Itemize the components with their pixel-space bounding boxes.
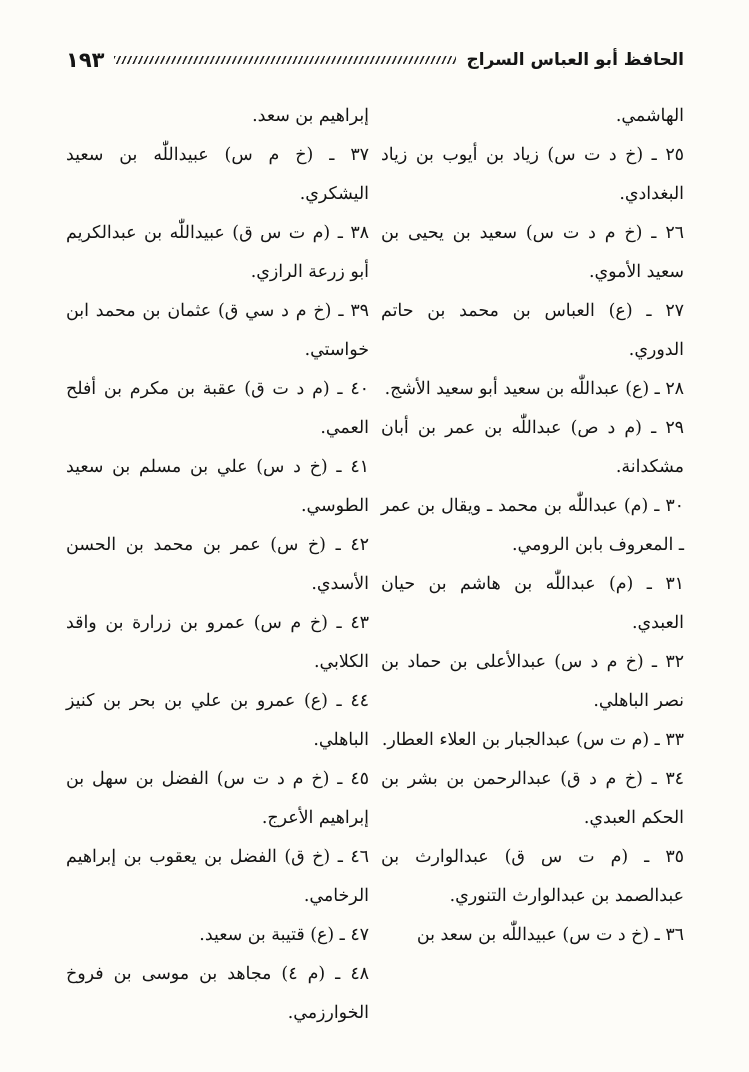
entry: ٢٧ ـ (ع) العباس بن محمد بن حاتم الدوري.: [381, 301, 684, 360]
entry: ٤٦ ـ (خ ق) الفضل بن يعقوب بن إبراهيم الرخامي.: [66, 847, 369, 906]
entry: ٤١ ـ (خ د س) علي بن مسلم بن سعيد الطوسي.: [66, 457, 369, 516]
entry: ٤٥ ـ (خ م د ت س) الفضل بن سهل بن إبراهيم الأعرج.: [66, 769, 369, 828]
entry: إبراهيم بن سعد.: [252, 106, 369, 126]
entry: ٢٩ ـ (م د ص) عبداللّٰه بن عمر بن أبان مشكدانة.: [381, 418, 684, 477]
entry: ٣٠ ـ (م) عبداللّٰه بن محمد ـ ويقال بن عمر ـ المعروف بابن الرومي.: [381, 496, 684, 555]
entry: ٣٤ ـ (خ م د ق) عبدالرحمن بن بشر بن الحكم العبدي.: [381, 769, 684, 828]
entry: ٣٦ ـ (خ د ت س) عبيداللّٰه بن سعد بن: [416, 925, 684, 945]
entry: ٣٢ ـ (خ م د س) عبدالأعلى بن حماد بن نصر الباهلي.: [381, 652, 684, 711]
entry: ٤٤ ـ (ع) عمرو بن علي بن بحر بن كنيز الباهلي.: [66, 691, 369, 750]
entry: ٣٧ ـ (خ م س) عبيداللّٰه بن سعيد اليشكري.: [66, 145, 369, 204]
entry: الهاشمي.: [615, 106, 684, 126]
entry: ٣٥ ـ (م ت س ق) عبدالوارث بن عبدالصمد بن عبدالوارث التنوري.: [381, 847, 684, 906]
right-column: [381, 97, 684, 1033]
entry: ٢٦ ـ (خ م د ت س) سعيد بن يحيى بن سعيد الأموي.: [381, 223, 684, 282]
entry: ٤٨ ـ (م ٤) مجاهد بن موسى بن فروخ الخوارزمي.: [66, 964, 369, 1023]
header-rule: [114, 56, 456, 64]
entry: ٣١ ـ (م) عبداللّٰه بن هاشم بن حيان العبدي.: [381, 574, 684, 633]
entry: ٣٣ ـ (م ت س) عبدالجبار بن العلاء العطار.: [381, 730, 684, 750]
entry: ٤٣ ـ (خ م س) عمرو بن زرارة بن واقد الكلابي.: [66, 613, 369, 672]
entry: ٣٩ ـ (خ م د سي ق) عثمان بن محمد ابن خواستي.: [66, 301, 369, 360]
left-column: [66, 97, 369, 1033]
running-title: الحافظ أبو العباس السراج: [466, 49, 684, 70]
entry: ٣٨ ـ (م ت س ق) عبيداللّٰه بن عبدالكريم أبو زرعة الرازي.: [66, 223, 369, 282]
entry: ٤٢ ـ (خ س) عمر بن محمد بن الحسن الأسدي.: [66, 535, 369, 594]
entry: ٤٧ ـ (ع) قتيبة بن سعيد.: [199, 925, 369, 945]
entry: ٢٨ ـ (ع) عبداللّٰه بن سعيد أبو سعيد الأشج.: [384, 379, 684, 399]
page-number: ١٩٣: [66, 47, 105, 72]
page-header: [66, 40, 684, 80]
text-columns: [66, 97, 684, 1033]
entry: ٢٥ ـ (خ د ت س) زياد بن أيوب بن زياد البغدادي.: [381, 145, 684, 204]
entry: ٤٠ ـ (م د ت ق) عقبة بن مكرم بن أفلح العمي.: [66, 379, 369, 438]
